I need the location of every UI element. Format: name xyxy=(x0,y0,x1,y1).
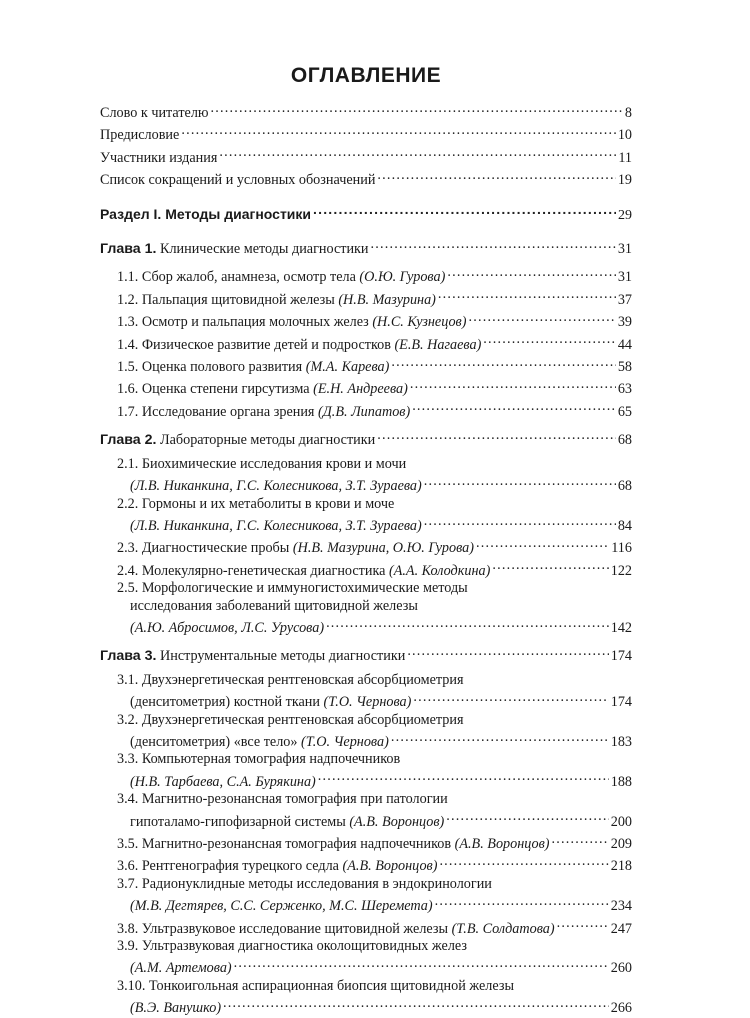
page-number: 68 xyxy=(617,432,632,449)
toc-entry-text: 2.1. Биохимические исследования крови и мочи xyxy=(117,455,407,472)
dot-leader xyxy=(211,100,623,117)
toc-entry-text: гипоталамо-гипофизарной системы xyxy=(130,813,350,830)
dot-leader xyxy=(476,535,609,552)
toc-entry[interactable] xyxy=(100,893,632,915)
toc-entry-text: Предисловие xyxy=(100,127,180,144)
toc-entry-text: 3.4. Магнитно-резонансная томография при патологии xyxy=(117,791,448,808)
toc-entry-author: (О.Ю. Гурова) xyxy=(359,269,446,286)
toc-entry-text: 1.4. Физическое развитие детей и подростков xyxy=(117,336,395,353)
page-number: 234 xyxy=(610,898,632,915)
toc-entry[interactable] xyxy=(100,513,632,535)
toc-entry-author: (А.В. Воронцов) xyxy=(349,813,445,830)
toc-entry[interactable] xyxy=(100,831,632,853)
chapter-entry[interactable] xyxy=(100,427,632,449)
page-number: 44 xyxy=(617,336,632,353)
page-number: 31 xyxy=(617,241,632,258)
page-number: 174 xyxy=(610,694,632,711)
page-number: 11 xyxy=(618,149,632,166)
toc-entry-text: 1.5. Оценка полового развития xyxy=(117,359,306,376)
toc-entry[interactable] xyxy=(100,995,632,1017)
toc-entry-author: (Н.В. Мазурина) xyxy=(338,291,436,308)
toc-entry-author: (А.М. Артемова) xyxy=(130,960,232,977)
toc-entry[interactable] xyxy=(100,853,632,875)
toc-entry[interactable] xyxy=(100,535,632,557)
page-number: 63 xyxy=(617,381,632,398)
toc-entry[interactable] xyxy=(100,145,632,167)
toc-entry-text: 1.2. Пальпация щитовидной железы xyxy=(117,291,339,308)
section-title: Раздел I. Методы диагностики xyxy=(100,205,312,222)
page-number: 84 xyxy=(617,517,632,534)
page-number: 260 xyxy=(610,960,632,977)
page-number: 10 xyxy=(617,127,632,144)
toc-entry-text: 1.1. Сбор жалоб, анамнеза, осмотр тела xyxy=(117,269,360,286)
toc-entry[interactable] xyxy=(100,955,632,977)
page-number: 68 xyxy=(617,478,632,495)
dot-leader xyxy=(377,167,615,184)
page-title: ОГЛАВЛЕНИЕ xyxy=(290,64,442,87)
chapter-label: Глава 2. xyxy=(100,432,157,449)
toc-entry-text: 3.8. Ультразвуковое исследование щитовидной железы xyxy=(117,920,452,937)
dot-leader xyxy=(234,955,609,972)
toc-entry-author: (Т.В. Солдатова) xyxy=(451,920,555,937)
toc-entry-author: (А.В. Воронцов) xyxy=(454,836,550,852)
dot-leader xyxy=(557,916,609,933)
toc-entry-text: Слово к читателю xyxy=(100,105,209,121)
dot-leader xyxy=(492,558,608,575)
toc-entry-text: 3.5. Магнитно-резонансная томография надпочечников xyxy=(117,836,455,852)
toc-entry-text: 3.1. Двухэнергетическая рентгеновская абсорбциометрия xyxy=(117,671,464,688)
dot-leader xyxy=(552,831,609,848)
chapter-label: Глава 3. xyxy=(100,648,157,665)
page-number: 247 xyxy=(610,920,632,937)
dot-leader xyxy=(424,473,616,490)
dot-leader xyxy=(447,264,615,281)
dot-leader xyxy=(483,332,616,349)
table-of-contents xyxy=(100,62,632,1018)
toc-entry-text: 2.3. Диагностические пробы xyxy=(117,540,293,557)
toc-entry-author: (Е.В. Нагаева) xyxy=(394,336,482,353)
page-number: 266 xyxy=(610,1000,632,1017)
toc-entry-text: 1.6. Оценка степени гирсутизма xyxy=(117,381,314,398)
section-heading[interactable] xyxy=(100,202,632,224)
toc-entry-author: (Д.В. Липатов) xyxy=(318,403,411,420)
toc-entry-author: (Н.В. Мазурина, О.Ю. Гурова) xyxy=(292,540,474,557)
dot-leader xyxy=(223,995,609,1012)
chapter-title: Клинические методы диагностики xyxy=(156,241,369,258)
page-number: 174 xyxy=(610,648,632,665)
page-number: 8 xyxy=(624,105,632,121)
toc-entry-author: (Т.О. Чернова) xyxy=(301,733,389,750)
dot-leader xyxy=(371,236,616,253)
toc-entry-text: 3.2. Двухэнергетическая рентгеновская абсорбциометрия xyxy=(117,711,464,728)
dot-leader xyxy=(391,729,609,746)
chapter-entry[interactable] xyxy=(100,236,632,258)
dot-leader xyxy=(407,643,608,660)
toc-entry[interactable] xyxy=(100,558,632,580)
page-number: 19 xyxy=(617,172,632,189)
toc-entry-author: (М.В. Дегтярев, С.С. Серженко, М.С. Шеремета) xyxy=(130,898,433,915)
toc-entry-text: исследования заболеваний щитовидной железы xyxy=(130,597,418,614)
toc-entry[interactable] xyxy=(100,122,632,144)
page-number: 37 xyxy=(617,291,632,308)
dot-leader xyxy=(377,427,616,444)
page-number: 209 xyxy=(610,836,632,852)
toc-entry-author: (Л.В. Никанкина, Г.С. Колесникова, З.Т. Зураева) xyxy=(130,478,422,495)
dot-leader xyxy=(219,145,616,162)
toc-entry-author: (Н.С. Кузнецов) xyxy=(372,314,467,331)
toc-entry-text: 3.10. Тонкоигольная аспирационная биопсия щитовидной железы xyxy=(117,977,514,994)
toc-entry-text: Список сокращений и условных обозначений xyxy=(100,172,376,189)
page-number: 142 xyxy=(610,619,632,636)
toc-entry[interactable] xyxy=(100,473,632,495)
dot-leader xyxy=(326,615,609,632)
dot-leader xyxy=(435,893,609,910)
dot-leader xyxy=(391,354,615,371)
toc-entry-author: (Н.В. Тарбаева, С.А. Бурякина) xyxy=(130,773,316,790)
dot-leader xyxy=(318,769,609,786)
toc-entry-text: 1.3. Осмотр и пальпация молочных желез xyxy=(117,314,373,331)
dot-leader xyxy=(181,122,615,139)
toc-entry[interactable] xyxy=(100,615,632,637)
toc-entry[interactable] xyxy=(100,354,632,376)
toc-entry-author: (А.Ю. Абросимов, Л.С. Урусова) xyxy=(130,619,325,636)
page-number: 200 xyxy=(610,813,632,830)
dot-leader xyxy=(413,689,608,706)
page-number: 58 xyxy=(617,359,632,376)
toc-entry-author: (Е.Н. Андреева) xyxy=(313,381,408,398)
dot-leader xyxy=(313,202,616,219)
toc-entry[interactable] xyxy=(100,332,632,354)
dot-leader xyxy=(438,287,616,304)
toc-entry-text: (денситометрия) «все тело» xyxy=(130,733,302,750)
toc-entry[interactable] xyxy=(100,769,632,791)
chapter-entry[interactable] xyxy=(100,643,632,665)
toc-entry-author: (Т.О. Чернова) xyxy=(323,694,412,711)
toc-entry[interactable] xyxy=(100,309,632,331)
toc-entry[interactable] xyxy=(100,167,632,189)
dot-leader xyxy=(410,376,616,393)
toc-entry-text: 2.2. Гормоны и их метаболиты в крови и моче xyxy=(117,495,395,512)
toc-entry-author: (А.А. Колодкина) xyxy=(388,562,491,579)
page-number: 122 xyxy=(610,562,632,579)
chapter-title: Лабораторные методы диагностики xyxy=(156,432,376,449)
toc-entry-text: 3.7. Радионуклидные методы исследования в эндокринологии xyxy=(117,875,492,892)
page-number: 29 xyxy=(618,207,632,223)
toc-entry[interactable] xyxy=(100,809,632,831)
toc-entry[interactable] xyxy=(100,916,632,938)
toc-entry-text: 3.3. Компьютерная томография надпочечников xyxy=(117,751,401,768)
page-number: 183 xyxy=(610,733,632,750)
page-number: 39 xyxy=(617,314,632,331)
chapter-label: Глава 1. xyxy=(100,241,157,258)
toc-entry-text: 3.9. Ультразвуковая диагностика околощитовидных желез xyxy=(117,938,467,955)
page-number: 188 xyxy=(610,773,632,790)
toc-entry-text: 2.5. Морфологические и иммуногистохимические методы xyxy=(117,580,468,597)
toc-entry[interactable] xyxy=(100,376,632,398)
page-number: 218 xyxy=(610,858,632,875)
toc-entry[interactable] xyxy=(100,287,632,309)
dot-leader xyxy=(446,809,608,826)
dot-leader xyxy=(468,309,615,326)
dot-leader xyxy=(439,853,608,870)
chapter-title: Инструментальные методы диагностики xyxy=(156,648,406,665)
toc-entry[interactable] xyxy=(100,264,632,286)
toc-entry[interactable] xyxy=(100,100,632,122)
dot-leader xyxy=(412,399,616,416)
page-number: 116 xyxy=(611,540,632,557)
toc-entry-author: (Л.В. Никанкина, Г.С. Колесникова, З.Т. Зураева) xyxy=(130,517,422,534)
toc-entry-text: Участники издания xyxy=(100,149,218,166)
toc-entry-text: (денситометрия) костной ткани xyxy=(130,694,324,711)
toc-entry-author: (М.А. Карева) xyxy=(305,359,390,376)
dot-leader xyxy=(424,513,616,530)
toc-entry-text: 2.4. Молекулярно-генетическая диагностика xyxy=(117,562,389,579)
page-number: 31 xyxy=(617,269,632,286)
toc-entry-text: 3.6. Рентгенография турецкого седла xyxy=(117,858,343,875)
toc-entry[interactable] xyxy=(100,689,632,711)
page-number: 65 xyxy=(617,403,632,420)
toc-entry-author: (А.В. Воронцов) xyxy=(342,858,438,875)
toc-entry-author: (В.Э. Ванушко) xyxy=(130,1000,222,1017)
toc-entry[interactable] xyxy=(100,399,632,421)
toc-entry[interactable] xyxy=(100,729,632,751)
toc-entry-text: 1.7. Исследование органа зрения xyxy=(117,403,319,420)
